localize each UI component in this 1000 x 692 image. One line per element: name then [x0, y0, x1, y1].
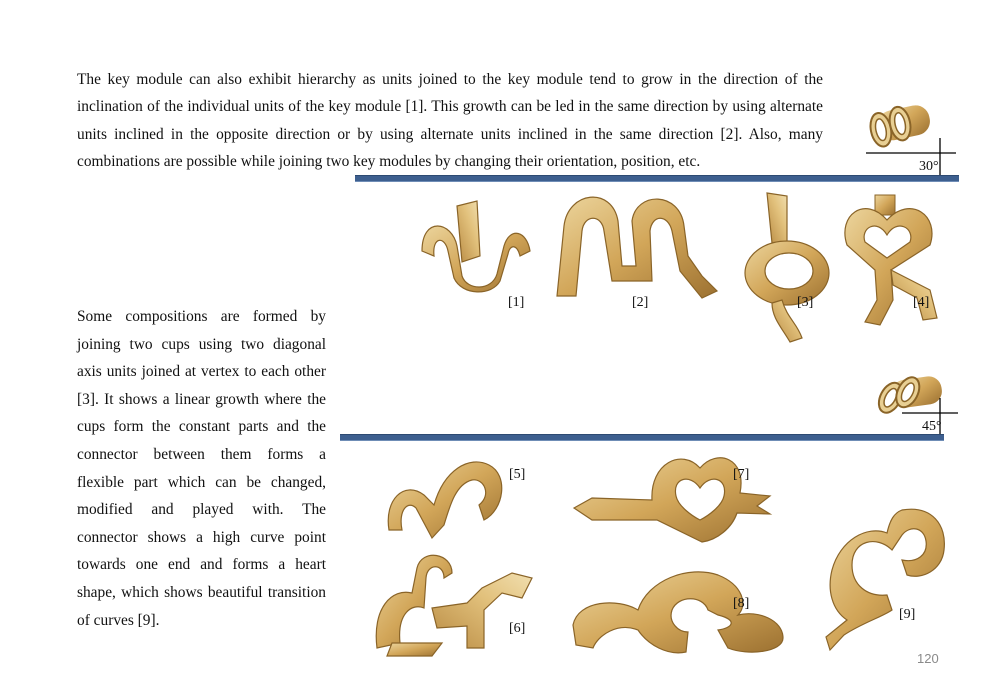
figure-label-7: [7]: [733, 467, 750, 482]
composition-photo-3: [742, 188, 832, 346]
composition-photo-5: [384, 450, 514, 542]
figure-label-3: [3]: [797, 295, 814, 310]
composition-photo-8: [568, 560, 788, 660]
divider-top: [355, 175, 959, 182]
composition-photo-1: [412, 196, 534, 296]
composition-photo-9: [822, 505, 950, 655]
divider-middle: [340, 434, 944, 441]
figure-label-2: [2]: [632, 295, 649, 310]
paragraph-left: Some compositions are formed by joining two cups using two diagonal axis units joined at vertex to each other [3]. It shows a linear growth where the cups form the constant parts and the connector between them forms a flexible part which can be changed, modified and played with. The connector shows a high curve point towards one end and forms a heart shape, which shows beautiful transition of curves [9].: [77, 308, 326, 629]
figure-label-5: [5]: [509, 467, 526, 482]
angle-label-45: 45°: [922, 419, 942, 434]
composition-photo-2: [552, 186, 722, 304]
page-number: 120: [917, 651, 939, 666]
composition-photo-6: [372, 548, 537, 660]
ring-module-30-icon: [858, 98, 958, 182]
paragraph-top: The key module can also exhibit hierarchy as units joined to the key module tend to grow in the direction of the inclination of the individual units of the key module [1]. This growth can be led in the same direction by using alternate units inclined in the opposite direction or by using alternate units inclined in the same direction [2]. Also, many combinations are possible while joining two key modules by changing their orientation, position, etc.: [77, 71, 823, 170]
figure-label-6: [6]: [509, 621, 526, 636]
figure-label-4: [4]: [913, 295, 930, 310]
figure-label-1: [1]: [508, 295, 525, 310]
figure-label-8: [8]: [733, 596, 750, 611]
angle-label-30: 30°: [919, 159, 939, 174]
figure-label-9: [9]: [899, 607, 916, 622]
composition-photo-7: [572, 448, 772, 544]
